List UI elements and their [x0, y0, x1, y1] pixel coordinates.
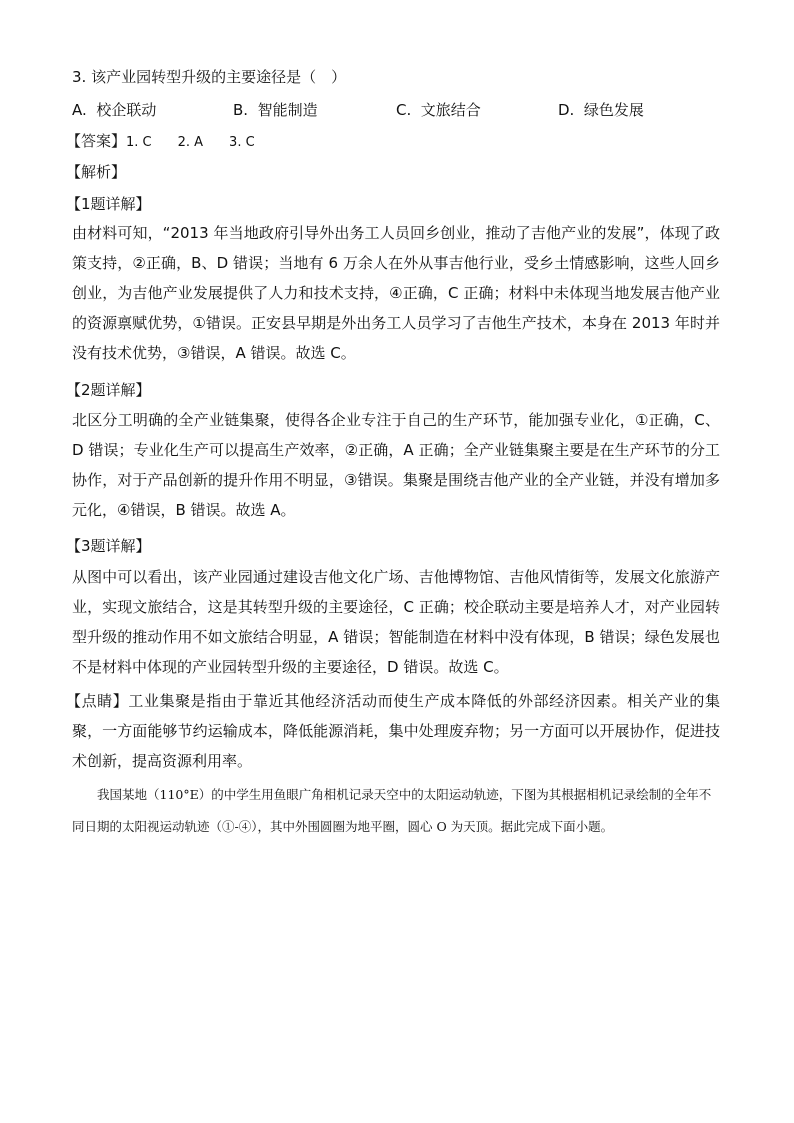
tip-block	[66, 686, 720, 776]
answer-line	[66, 130, 255, 151]
option-b[interactable]	[233, 99, 318, 120]
q2-label: 【2题详解】	[66, 381, 151, 399]
option-c[interactable]	[396, 99, 481, 120]
option-letter: A.	[72, 101, 87, 119]
answer-label: 【答案】	[66, 132, 127, 150]
option-letter: D.	[558, 101, 575, 119]
option-text: 绿色发展	[583, 101, 644, 119]
option-text: 文旅结合	[420, 101, 481, 119]
analysis-label: 【解析】	[66, 163, 127, 181]
option-text: 智能制造	[257, 101, 318, 119]
option-letter: C.	[396, 101, 412, 119]
tip-text: 工业集聚是指由于靠近其他经济活动而使生产成本降低的外部经济因素。相关产业的集聚，一方面能够节约运输成本，降低能源消耗，集中处理废弃物；另一方面可以开展协作，促进技术创新，提高资源利用率。	[72, 692, 720, 770]
q1-explanation: 由材料可知，“2013 年当地政府引导外出务工人员回乡创业，推动了吉他产业的发展”，体现了政策支持，②正确，B、D 错误；当地有 6 万余人在外从事吉他行业，受乡土情感影响，这些人回乡创业，为吉他产业发展提供了人力和技术支持，④正确，C 正确；材料中未体现当地发展吉他产业的资源禀赋优势，①错误。正安县早期是外出务工人员学习了吉他生产技术，本身在 2013 年时并没有技术优势，③错误，A 错误。故选 C。	[72, 224, 720, 362]
answer-values: 1. C 2. A 3. C	[126, 135, 255, 150]
q3-explanation: 从图中可以看出，该产业园通过建设吉他文化广场、吉他博物馆、吉他风情街等，发展文化旅游产业，实现文旅结合，这是其转型升级的主要途径，C 正确；校企联动主要是培养人才，对产业园转型升级的推动作用不如文旅结合明显，A 错误；智能制造在材料中没有体现，B 错误；绿色发展也不是材料中体现的产业园转型升级的主要途径，D 错误。故选 C。	[72, 568, 720, 676]
option-d[interactable]	[558, 99, 644, 120]
option-a[interactable]	[72, 99, 156, 120]
q2-explanation: 北区分工明确的全产业链集聚，使得各企业专注于自己的生产环节，能加强专业化，①正确，C、D 错误；专业化生产可以提高生产效率，②正确，A 正确；全产业链集聚主要是在生产环节的分工协作，对于产品创新的提升作用不明显，③错误。集聚是围绕吉他产业的全产业链，并没有增加多元化，④错误，B 错误。故选 A。	[72, 411, 720, 519]
option-text: 校企联动	[96, 101, 157, 119]
q3-label: 【3题详解】	[66, 537, 151, 555]
tip-label: 【点睛】	[66, 692, 129, 710]
question-stem: 3. 该产业园转型升级的主要途径是（ ）	[72, 68, 347, 86]
next-question-intro: 我国某地（110°E）的中学生用鱼眼广角相机记录天空中的太阳运动轨迹，下图为其根据相机记录绘制的全年不同日期的太阳视运动轨迹（①-④），其中外围圆圈为地平圈，圆心 O 为天顶。据此完成下面小题。	[72, 787, 712, 834]
option-letter: B.	[233, 101, 249, 119]
q1-label: 【1题详解】	[66, 195, 151, 213]
